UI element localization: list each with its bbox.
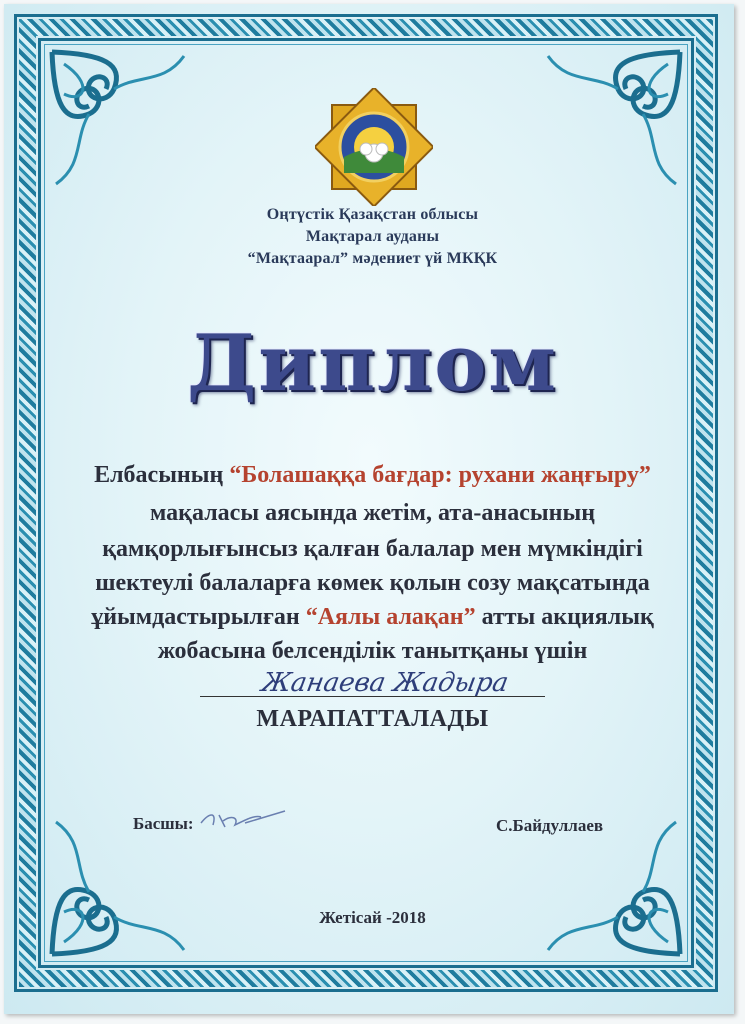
place-year: Жетісай -2018: [319, 908, 426, 927]
body-line-4: шектеулі балаларға көмек қолын созу мақсатында: [95, 570, 650, 596]
body-line-6: жобасына белсенділік танытқаны үшін: [157, 638, 588, 664]
body-line-1: Елбасының “Болашаққа бағдар: рухани жаңғыру”: [94, 462, 651, 488]
signature-icon: [195, 805, 290, 835]
recipient-underline: [200, 696, 545, 697]
body-line-5: ұйымдастырылған “Аялы алақан” атты акциялық: [91, 604, 654, 630]
award-text: МАРАПАТТАЛАДЫ: [256, 706, 489, 732]
corner-ornament-icon: [538, 44, 688, 194]
org-culture-house: “Мақтаарал” мәдениет үй МКҚК: [247, 250, 498, 267]
recipient-name: Жанаева Жадыра: [259, 668, 511, 698]
org-region: Оңтүстік Қазақстан облысы: [266, 206, 479, 223]
body-line-3: қамқорлығынсыз қалған балалар мен мүмкіндігі: [102, 536, 643, 562]
head-label: Басшы:: [133, 814, 194, 833]
district-emblem-icon: [315, 88, 433, 206]
org-district: Мақтарал ауданы: [305, 228, 440, 245]
diploma-title: Диплом: [186, 318, 559, 409]
body-line-2: мақаласы аясында жетім, ата-анасының: [149, 500, 596, 526]
head-name: С.Байдуллаев: [496, 816, 604, 835]
corner-ornament-icon: [44, 812, 194, 962]
corner-ornament-icon: [44, 44, 194, 194]
